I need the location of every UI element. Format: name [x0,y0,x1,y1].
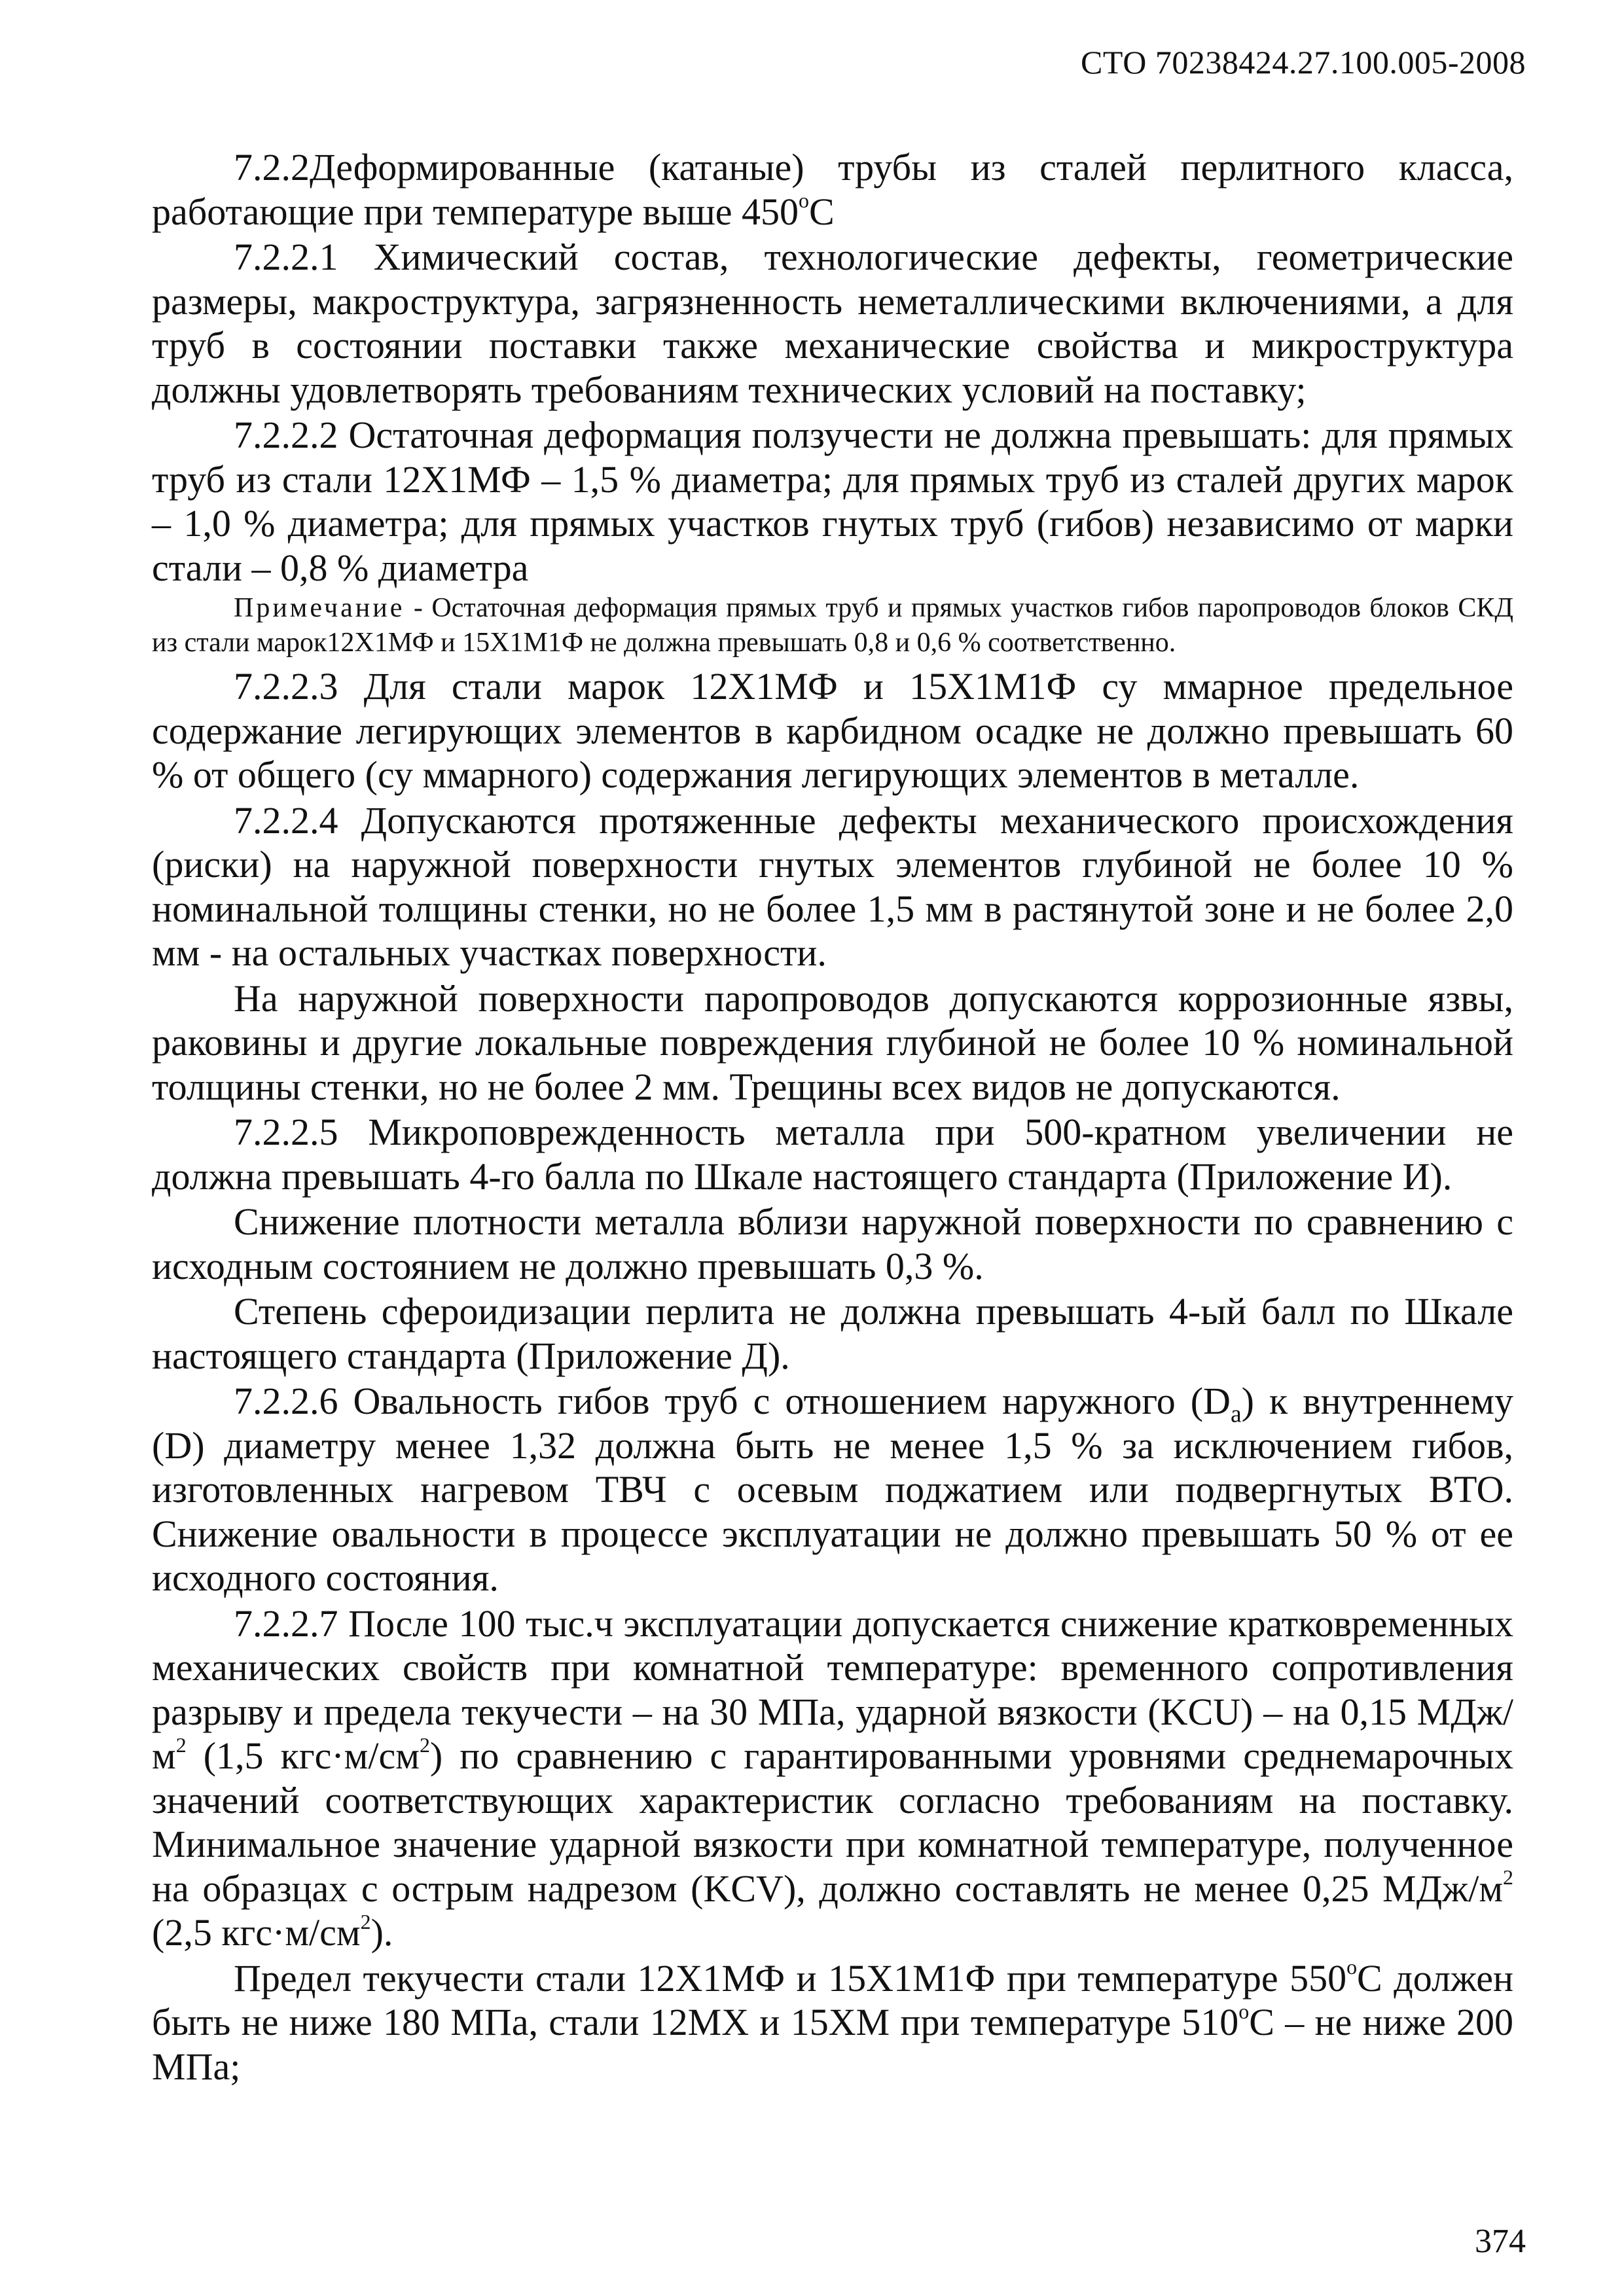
paragraph-text: 7.2.2Деформированные (катаные) трубы из сталей перлитного класса, работающие при температуре выше 450 [152,146,1513,233]
paragraph-text: 7.2.2.6 Овальность гибов труб с отношением наружного (D [234,1380,1231,1422]
paragraph-text: ). [370,1911,393,1954]
paragraph-text: (2,5 кгс·м/см [152,1911,361,1954]
superscript: 2 [419,1733,430,1757]
superscript: 2 [360,1910,371,1933]
page-number: 374 [1475,2223,1526,2260]
paragraph-text: ) по сравнению с гарантированными уровнями среднемарочных значений соответствующих характеристик согласно требованиям на поставку. Минимальное значение ударной вязкости при комнатной температуре, полученное на образцах с острым надрезом (KCV), должно составлять не менее 0,25 МДж/м [152,1734,1513,1910]
superscript: 2 [1503,1866,1513,1890]
paragraph-text: С должен быть не ниже 180 МПа, стали 12МХ и 15ХМ при температуре 510 [152,1956,1513,2043]
paragraph-7-2-2-1: 7.2.2.1 Химический состав, технологические дефекты, геометрические размеры, макроструктура, загрязненность неметаллическими включениями, а для труб в состоянии поставки также механические свойства и микроструктура должны удовлетворять требованиям технических условий на поставку; [152,236,1513,411]
degree-superscript: o [1238,2000,1250,2023]
paragraph-7-2-2-6 [152,1379,1513,1600]
note [152,591,1513,660]
paragraph-text: ) к внутреннему (D) диаметру менее 1,32 должна быть не менее 1,5 % за исключением гибов, изготовленных нагревом ТВЧ с осевым поджатием или подвергнутых ВТО. Снижение овальности в процессе эксплуатации не должно превышать 50 % от ее исходного состояния. [152,1380,1513,1599]
page-body [152,145,1513,2090]
paragraph-7-2-2-4: 7.2.2.4 Допускаются протяженные дефекты механического происхождения (риски) на наружной поверхности гнутых элементов глубиной не более 10 % номинальной толщины стенки, но не более 1,5 мм в растянутой зоне и не более 2,0 мм - на остальных участках поверхности. [152,798,1513,974]
paragraph-density: Снижение плотности металла вблизи наружной поверхности по сравнению с исходным состоянием не должно превышать 0,3 %. [152,1200,1513,1287]
paragraph-spheroidization: Степень сфероидизации перлита не должна превышать 4-ый балл по Шкале настоящего стандарта (Приложение Д). [152,1290,1513,1377]
document-code-header: СТО 70238424.27.100.005-2008 [1081,44,1526,81]
paragraph-text: (1,5 кгс·м/см [186,1734,420,1777]
paragraph-7-2-2-7 [152,1602,1513,1955]
paragraph-7-2-2-5: 7.2.2.5 Микроповрежденность металла при 500-кратном увеличении не должна превышать 4-го балла по Шкале настоящего стандарта (Приложение И). [152,1111,1513,1198]
degree-superscript: o [799,189,809,213]
paragraph-text: Предел текучести стали 12Х1МФ и 15Х1М1Ф при температуре 550 [234,1956,1347,2000]
paragraph-text: 7.2.2.7 После 100 тыс.ч эксплуатации допускается снижение кратковременных механических свойств при комнатной температуре: временного сопротивления разрыву и предела текучести – на 30 МПа, ударной вязкости (KCU) – на 0,15 МДж/м [152,1602,1513,1777]
paragraph-corrosion: На наружной поверхности паропроводов допускаются коррозионные язвы, раковины и другие локальные повреждения глубиной не более 10 % номинальной толщины стенки, но не более 2 мм. Трещины всех видов не допускаются. [152,977,1513,1108]
note-label: Примечание [234,593,405,623]
paragraph-7-2-2-3: 7.2.2.3 Для стали марок 12Х1МФ и 15Х1М1Ф су ммарное предельное содержание легирующих элементов в карбидном осадке не должно превышать 60 % от общего (су ммарного) содержания легирующих элементов в металле. [152,665,1513,796]
superscript: 2 [175,1733,187,1757]
note-text: - Остаточная деформация прямых труб и прямых участков гибов паропроводов блоков СКД из стали марок12Х1МФ и 15Х1М1Ф не должна превышать 0,8 и 0,6 % соответственно. [152,593,1513,658]
paragraph-text: С – не ниже 200 МПа; [152,2001,1513,2088]
subscript: a [1230,1400,1242,1428]
paragraph-yield-strength [152,1956,1513,2089]
degree-superscript: o [1346,1956,1358,1979]
paragraph-text: С [809,190,835,233]
paragraph-7-2-2 [152,145,1513,234]
paragraph-7-2-2-2: 7.2.2.2 Остаточная деформация ползучести не должна превышать: для прямых труб из стали 12Х1МФ – 1,5 % диаметра; для прямых труб из сталей других марок – 1,0 % диаметра; для прямых участков гнутых труб (гибов) независимо от марки стали – 0,8 % диаметра [152,414,1513,589]
